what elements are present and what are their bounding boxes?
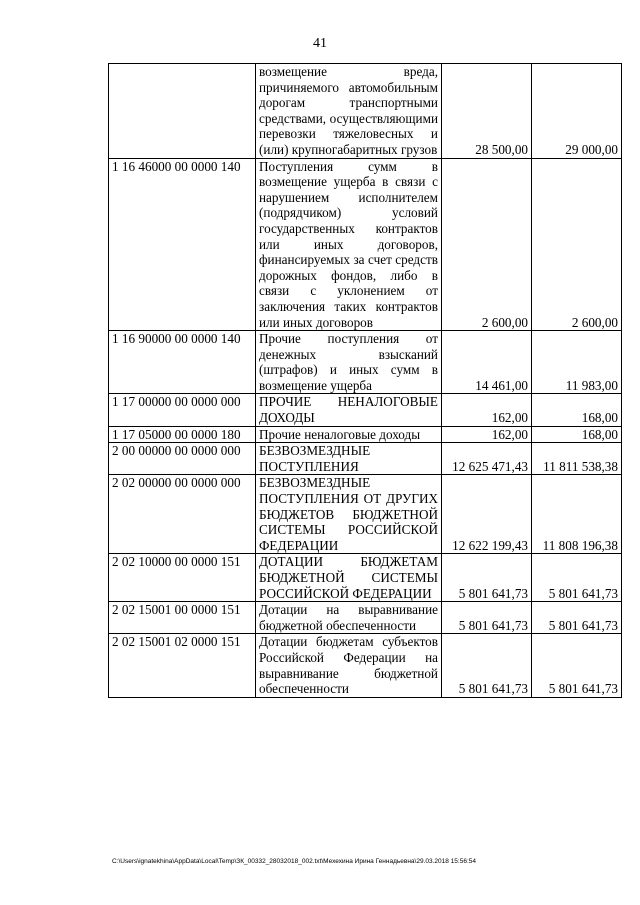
amount-year2-cell: 5 801 641,73 bbox=[532, 634, 622, 697]
amount-year1-cell: 5 801 641,73 bbox=[442, 602, 532, 634]
budget-code-cell: 1 16 46000 00 0000 140 bbox=[109, 158, 256, 331]
amount-year2-cell: 2 600,00 bbox=[532, 158, 622, 331]
income-name-cell: Дотации на выравнивание бюджетной обеспеченности bbox=[256, 602, 442, 634]
income-name-cell: Прочие поступления от денежных взысканий (штрафов) и иных сумм в возмещение ущерба bbox=[256, 331, 442, 394]
amount-year1-cell: 5 801 641,73 bbox=[442, 634, 532, 697]
budget-code-cell: 2 00 00000 00 0000 000 bbox=[109, 443, 256, 475]
income-name-cell: возмещение вреда, причиняемого автомобильным дорогам транспортными средствами, осуществляющими перевозки тяжеловесных и (или) крупногабаритных грузов bbox=[256, 64, 442, 159]
budget-code-cell: 2 02 15001 00 0000 151 bbox=[109, 602, 256, 634]
amount-year2-cell: 11 808 196,38 bbox=[532, 475, 622, 554]
budget-code-cell: 2 02 10000 00 0000 151 bbox=[109, 554, 256, 602]
budget-table bbox=[108, 63, 622, 698]
table-row bbox=[109, 158, 622, 331]
file-path-footer: C:\Users\ignatekhina\AppData\Local\Temp\ЗК_00332_28032018_002.txt\Мехехина Ирина Геннадьевна\29.03.2018 15:56:54 bbox=[112, 858, 476, 865]
amount-year1-cell: 162,00 bbox=[442, 394, 532, 426]
amount-year1-cell: 12 625 471,43 bbox=[442, 443, 532, 475]
amount-year1-cell: 162,00 bbox=[442, 426, 532, 443]
budget-code-cell: 1 17 05000 00 0000 180 bbox=[109, 426, 256, 443]
income-name-cell: Дотации бюджетам субъектов Российской Федерации на выравнивание бюджетной обеспеченности bbox=[256, 634, 442, 697]
amount-year2-cell: 5 801 641,73 bbox=[532, 554, 622, 602]
table-row bbox=[109, 634, 622, 697]
budget-code-cell bbox=[109, 64, 256, 159]
budget-code-cell: 1 16 90000 00 0000 140 bbox=[109, 331, 256, 394]
table-row bbox=[109, 426, 622, 443]
income-name-cell: БЕЗВОЗМЕЗДНЫЕ ПОСТУПЛЕНИЯ ОТ ДРУГИХ БЮДЖЕТОВ БЮДЖЕТНОЙ СИСТЕМЫ РОССИЙСКОЙ ФЕДЕРАЦИИ bbox=[256, 475, 442, 554]
amount-year2-cell: 29 000,00 bbox=[532, 64, 622, 159]
amount-year2-cell: 11 983,00 bbox=[532, 331, 622, 394]
amount-year1-cell: 2 600,00 bbox=[442, 158, 532, 331]
budget-table-body bbox=[109, 64, 622, 698]
table-row bbox=[109, 64, 622, 159]
table-row bbox=[109, 443, 622, 475]
amount-year1-cell: 14 461,00 bbox=[442, 331, 532, 394]
table-row bbox=[109, 331, 622, 394]
income-name-cell: Поступления сумм в возмещение ущерба в связи с нарушением исполнителем (подрядчиком) условий государственных контрактов или иных договоров, финансируемых за счет средств дорожных фондов, либо в связи с уклонением от заключения таких контрактов или иных договоров bbox=[256, 158, 442, 331]
budget-code-cell: 1 17 00000 00 0000 000 bbox=[109, 394, 256, 426]
income-name-cell: ДОТАЦИИ БЮДЖЕТАМ БЮДЖЕТНОЙ СИСТЕМЫ РОССИЙСКОЙ ФЕДЕРАЦИИ bbox=[256, 554, 442, 602]
income-name-cell: ПРОЧИЕ НЕНАЛОГОВЫЕ ДОХОДЫ bbox=[256, 394, 442, 426]
amount-year2-cell: 5 801 641,73 bbox=[532, 602, 622, 634]
amount-year2-cell: 11 811 538,38 bbox=[532, 443, 622, 475]
amount-year1-cell: 28 500,00 bbox=[442, 64, 532, 159]
page-number: 41 bbox=[313, 36, 327, 51]
amount-year1-cell: 5 801 641,73 bbox=[442, 554, 532, 602]
amount-year1-cell: 12 622 199,43 bbox=[442, 475, 532, 554]
table-row bbox=[109, 394, 622, 426]
amount-year2-cell: 168,00 bbox=[532, 426, 622, 443]
amount-year2-cell: 168,00 bbox=[532, 394, 622, 426]
table-row bbox=[109, 602, 622, 634]
income-name-cell: БЕЗВОЗМЕЗДНЫЕ ПОСТУПЛЕНИЯ bbox=[256, 443, 442, 475]
budget-code-cell: 2 02 15001 02 0000 151 bbox=[109, 634, 256, 697]
table-row bbox=[109, 554, 622, 602]
budget-code-cell: 2 02 00000 00 0000 000 bbox=[109, 475, 256, 554]
table-row bbox=[109, 475, 622, 554]
income-name-cell: Прочие неналоговые доходы bbox=[256, 426, 442, 443]
